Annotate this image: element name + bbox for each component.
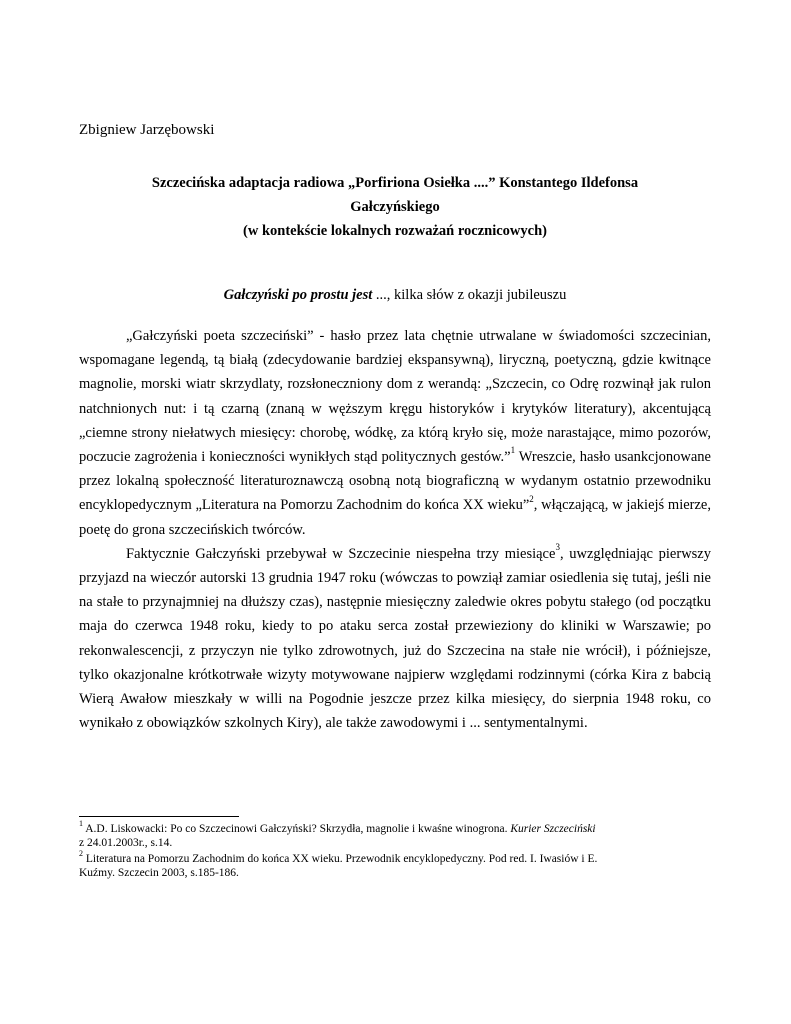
document-title <box>79 171 711 243</box>
footnote-number: 2 <box>79 849 83 859</box>
footnote-ref-1[interactable]: 1 <box>510 445 516 456</box>
footnote-italic: Kurier Szczeciński <box>510 823 596 835</box>
paragraph-text: , uwzględniając pierwszy przyjazd na wieczór autorski 13 grudnia 1947 roku (wówczas to powziął zamiar osiedlenia się tutaj, jeśli nie na stałe to przynajmniej na dłuższy czas), następnie miesięczny zaledwie okres pobytu stałego (od początku maja do czerwca 1948 roku, kiedy to po ataku serca został przewieziony do kliniki w Warszawie; po rekonwalescencji, z przyczyn nie tylko zdrowotnych, już do Szczecina na stałe nie wrócił), i późniejsze, tylko okazjonalne krótkotrwałe wizyty motywowane najpierw względami rodzinnymi (córka Kira z babcią Wierą Awałow mieszkały w willi na Pogodnie jeszcze przez kilka miesięcy, do sierpnia 1948 roku, co wynikało z obowiązków szkolnych Kiry), ale także zawodowymi i ... sentymentalnymi. <box>79 545 711 732</box>
title-line-2: Gałczyńskiego <box>350 199 440 215</box>
section-subheading <box>79 287 711 304</box>
subheading-rest: ..., kilka słów z okazji jubileuszu <box>372 287 567 303</box>
footnote-text: Literatura na Pomorzu Zachodnim do końca XX wieku. Przewodnik encyklopedyczny. Pod red. I. Iwasiów i E. Kuźmy. Szczecin 2003, s.185-186. <box>79 853 598 879</box>
paragraph <box>79 542 711 736</box>
footnote-number: 1 <box>79 819 83 829</box>
subheading-italic: Gałczyński po prostu jest <box>223 287 373 303</box>
footnote-2 <box>79 849 599 880</box>
paragraph-text: , włączającą, w jakiejś mierze, poetę do grona szczecińskich twórców. <box>79 497 711 538</box>
footnote-text: A.D. Liskowacki: Po co Szczecinowi Gałczyński? Skrzydła, magnolie i kwaśne winogrona. <box>83 823 511 835</box>
paragraph-text: „Gałczyński poeta szczeciński” - hasło przez lata chętnie utrwalane w świadomości szczecinian, wspomagane legendą, tą białą (zdecydowanie bardziej ekspansywną), liryczną, poetyczną, gdzie kwitnące magnolie, morski wiatr skrzydlaty, rozsłoneczniony dom z werandą: „Szczecin, co Odrę rozwinął jak rulon natchnionych nut: i tą czarną (znaną w węższym kręgu historyków i krytyków literatury), akcentującą „ciemne strony niełatwych miesięcy: chorobę, wódkę, za którą kryło się, może narastające, mimo pozorów, poczucie zagrożenia i konieczności wynikłych stąd politycznych gestów.” <box>79 328 711 466</box>
paragraph <box>79 324 711 542</box>
footnote-ref-3[interactable]: 3 <box>555 542 560 552</box>
footnote-separator <box>79 816 239 817</box>
title-line-1: Szczecińska adaptacja radiowa „Porfiriona Osiełka ....” Konstantego Ildefonsa <box>151 175 639 191</box>
title-line-3: (w kontekście lokalnych rozważań rocznicowych) <box>243 223 547 239</box>
footnotes <box>79 819 599 882</box>
footnote-ref-2[interactable]: 2 <box>529 493 534 504</box>
body-text <box>79 324 711 735</box>
footnote-tail: z 24.01.2003r., s.14. <box>79 837 173 849</box>
paragraph-text: Wreszcie, hasło usankcjonowane przez lokalną społeczność literaturoznawczą osobną notą biograficzną w wydanym ostatnio przewodniku encyklopedycznym „Literatura na Pomorzu Zachodnim do końca XX wieku” <box>79 449 711 514</box>
author-name: Zbigniew Jarzębowski <box>79 122 215 138</box>
paragraph-text: Faktycznie Gałczyński przebywał w Szczecinie niespełna trzy miesiące <box>126 545 556 562</box>
footnote-1 <box>79 819 599 850</box>
